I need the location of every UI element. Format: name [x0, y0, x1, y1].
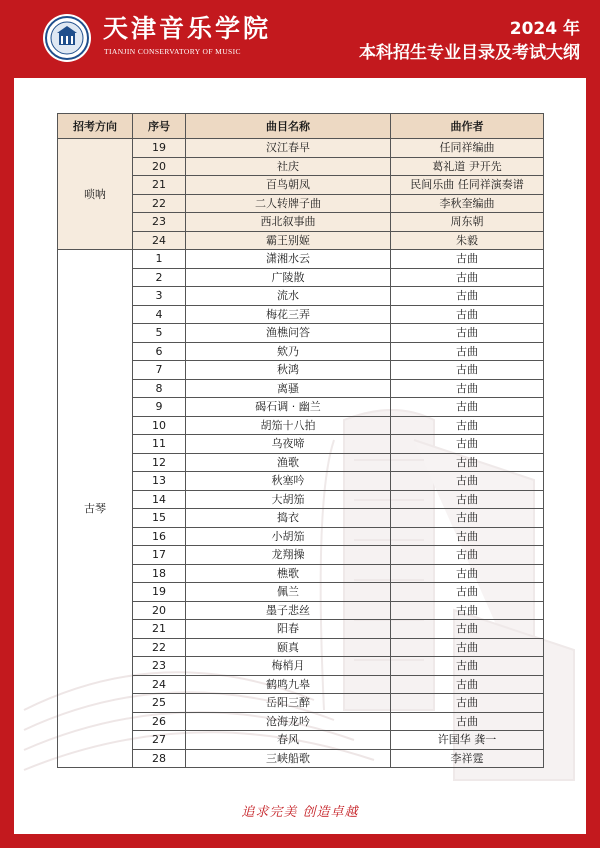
- title-cell: 离骚: [186, 379, 391, 398]
- title-cell: 渔歌: [186, 453, 391, 472]
- composer-cell: 古曲: [391, 657, 544, 676]
- composer-cell: 古曲: [391, 342, 544, 361]
- composer-cell: 古曲: [391, 509, 544, 528]
- number-cell: 15: [133, 509, 186, 528]
- number-cell: 16: [133, 527, 186, 546]
- title-cell: 碣石调 · 幽兰: [186, 398, 391, 417]
- column-header-category: 招考方向: [58, 114, 133, 139]
- number-cell: 22: [133, 194, 186, 213]
- column-header-title: 曲目名称: [186, 114, 391, 139]
- title-cell: 樵歌: [186, 564, 391, 583]
- number-cell: 1: [133, 250, 186, 269]
- composer-cell: 李祥霆: [391, 749, 544, 768]
- title-cell: 流水: [186, 287, 391, 306]
- number-cell: 6: [133, 342, 186, 361]
- title-cell: 西北叙事曲: [186, 213, 391, 232]
- number-cell: 10: [133, 416, 186, 435]
- title-cell: 二人转牌子曲: [186, 194, 391, 213]
- composer-cell: 古曲: [391, 305, 544, 324]
- composer-cell: 古曲: [391, 250, 544, 269]
- title-cell: 阳春: [186, 620, 391, 639]
- composer-cell: 古曲: [391, 527, 544, 546]
- repertoire-table: [57, 113, 544, 768]
- title-cell: 颐真: [186, 638, 391, 657]
- number-cell: 18: [133, 564, 186, 583]
- number-cell: 20: [133, 601, 186, 620]
- title-cell: 龙翔操: [186, 546, 391, 565]
- composer-cell: 古曲: [391, 472, 544, 491]
- title-cell: 小胡笳: [186, 527, 391, 546]
- composer-cell: 古曲: [391, 453, 544, 472]
- number-cell: 26: [133, 712, 186, 731]
- number-cell: 20: [133, 157, 186, 176]
- composer-cell: 古曲: [391, 435, 544, 454]
- number-cell: 19: [133, 583, 186, 602]
- title-cell: 汉江春早: [186, 139, 391, 158]
- composer-cell: 古曲: [391, 564, 544, 583]
- title-cell: 秋鸿: [186, 361, 391, 380]
- title-cell: 秋塞吟: [186, 472, 391, 491]
- title-cell: 梅花三弄: [186, 305, 391, 324]
- composer-cell: 古曲: [391, 620, 544, 639]
- composer-cell: 古曲: [391, 379, 544, 398]
- title-cell: 乌夜啼: [186, 435, 391, 454]
- composer-cell: 古曲: [391, 416, 544, 435]
- table-row: [58, 250, 544, 269]
- number-cell: 4: [133, 305, 186, 324]
- number-cell: 22: [133, 638, 186, 657]
- number-cell: 21: [133, 620, 186, 639]
- school-logo-icon: [42, 13, 92, 63]
- composer-cell: 古曲: [391, 324, 544, 343]
- composer-cell: 许国华 龚一: [391, 731, 544, 750]
- composer-cell: 周东朝: [391, 213, 544, 232]
- composer-cell: 古曲: [391, 287, 544, 306]
- number-cell: 3: [133, 287, 186, 306]
- title-cell: 社庆: [186, 157, 391, 176]
- title-cell: 欸乃: [186, 342, 391, 361]
- document-title: 本科招生专业目录及考试大纲: [359, 43, 580, 63]
- title-cell: 春风: [186, 731, 391, 750]
- composer-cell: 古曲: [391, 546, 544, 565]
- composer-cell: 古曲: [391, 268, 544, 287]
- composer-cell: 古曲: [391, 675, 544, 694]
- number-cell: 23: [133, 657, 186, 676]
- number-cell: 28: [133, 749, 186, 768]
- title-cell: 广陵散: [186, 268, 391, 287]
- column-header-composer: 曲作者: [391, 114, 544, 139]
- school-name-en: TIANJIN CONSERVATORY OF MUSIC: [104, 47, 241, 56]
- right-border: [586, 0, 600, 848]
- composer-cell: 古曲: [391, 490, 544, 509]
- composer-cell: 古曲: [391, 694, 544, 713]
- number-cell: 23: [133, 213, 186, 232]
- number-cell: 5: [133, 324, 186, 343]
- title-cell: 三峡船歌: [186, 749, 391, 768]
- composer-cell: 李秋奎编曲: [391, 194, 544, 213]
- title-cell: 沧海龙吟: [186, 712, 391, 731]
- number-cell: 24: [133, 675, 186, 694]
- year-label: 2024 年: [509, 19, 580, 39]
- number-cell: 27: [133, 731, 186, 750]
- composer-cell: 古曲: [391, 601, 544, 620]
- number-cell: 7: [133, 361, 186, 380]
- number-cell: 19: [133, 139, 186, 158]
- composer-cell: 民间乐曲 任同祥演奏谱: [391, 176, 544, 195]
- title-cell: 百鸟朝凤: [186, 176, 391, 195]
- title-cell: 捣衣: [186, 509, 391, 528]
- composer-cell: 古曲: [391, 398, 544, 417]
- number-cell: 8: [133, 379, 186, 398]
- number-cell: 17: [133, 546, 186, 565]
- number-cell: 12: [133, 453, 186, 472]
- title-cell: 霸王别姬: [186, 231, 391, 250]
- title-cell: 佩兰: [186, 583, 391, 602]
- number-cell: 14: [133, 490, 186, 509]
- number-cell: 13: [133, 472, 186, 491]
- category-cell: 唢呐: [58, 139, 133, 250]
- title-cell: 墨子悲丝: [186, 601, 391, 620]
- number-cell: 24: [133, 231, 186, 250]
- title-cell: 大胡笳: [186, 490, 391, 509]
- title-cell: 潇湘水云: [186, 250, 391, 269]
- number-cell: 25: [133, 694, 186, 713]
- footer-slogan: 追求完美 创造卓越: [241, 805, 359, 820]
- composer-cell: 古曲: [391, 583, 544, 602]
- composer-cell: 古曲: [391, 712, 544, 731]
- number-cell: 11: [133, 435, 186, 454]
- column-header-number: 序号: [133, 114, 186, 139]
- composer-cell: 任同祥编曲: [391, 139, 544, 158]
- category-cell: 古琴: [58, 250, 133, 768]
- title-cell: 鹤鸣九皋: [186, 675, 391, 694]
- title-cell: 梅梢月: [186, 657, 391, 676]
- table-header-row: [58, 114, 544, 139]
- table-row: [58, 139, 544, 158]
- composer-cell: 古曲: [391, 638, 544, 657]
- number-cell: 9: [133, 398, 186, 417]
- title-cell: 岳阳三醉: [186, 694, 391, 713]
- number-cell: 2: [133, 268, 186, 287]
- title-cell: 胡笳十八拍: [186, 416, 391, 435]
- composer-cell: 葛礼道 尹开先: [391, 157, 544, 176]
- composer-cell: 古曲: [391, 361, 544, 380]
- composer-cell: 朱毅: [391, 231, 544, 250]
- school-name-cn: 天津音乐学院: [103, 14, 272, 43]
- number-cell: 21: [133, 176, 186, 195]
- title-cell: 渔樵问答: [186, 324, 391, 343]
- left-border: [0, 0, 14, 848]
